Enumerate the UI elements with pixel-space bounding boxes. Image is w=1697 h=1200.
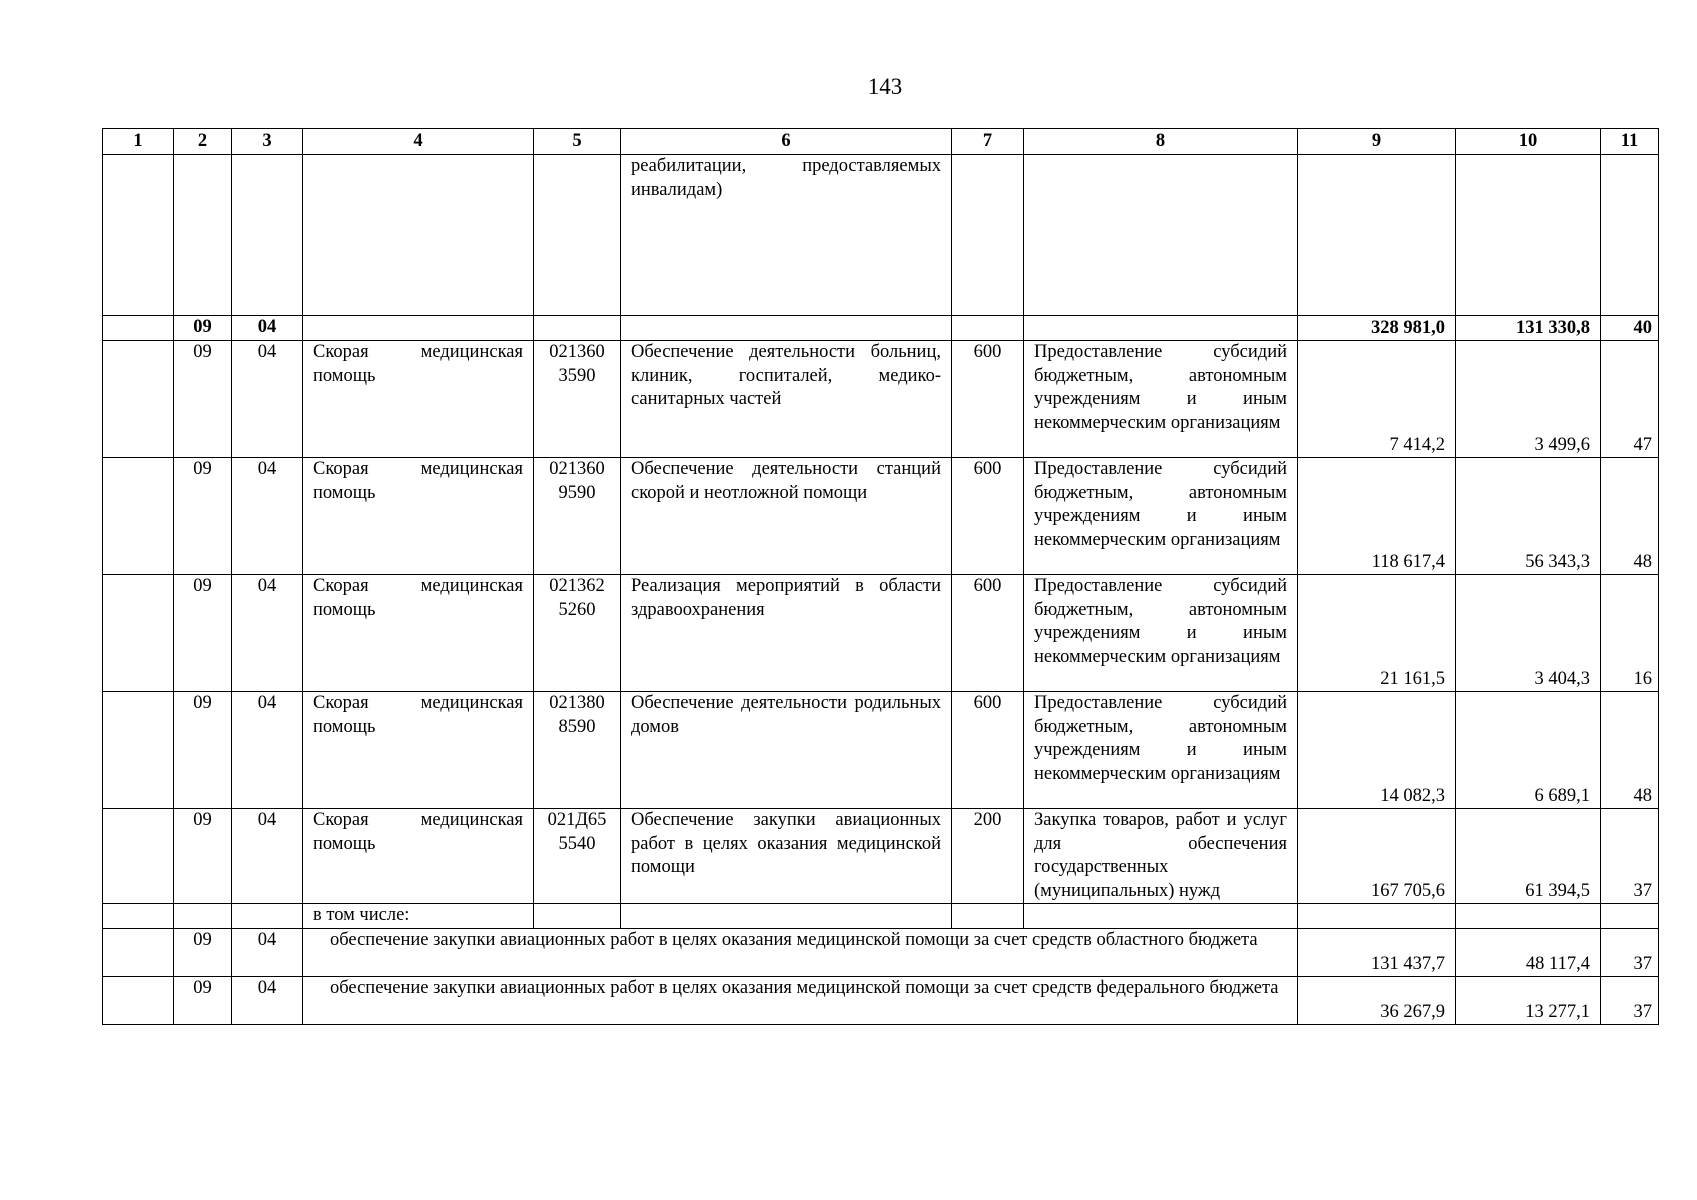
section-code: 09 [174, 341, 232, 458]
purpose-cell: Обеспечение деятельности родильных домов [621, 692, 952, 809]
subsection-code: 04 [232, 341, 303, 458]
target-article-code: 021360 9590 [534, 458, 621, 575]
amount-col9: 21 161,5 [1298, 575, 1456, 692]
percent-col11: 37 [1601, 809, 1659, 904]
amount-col10: 3 499,6 [1456, 341, 1601, 458]
page-number: 143 [867, 74, 903, 99]
subsection-code: 04 [232, 458, 303, 575]
percent-col11: 37 [1601, 977, 1659, 1025]
amount-col9: 131 437,7 [1298, 929, 1456, 977]
target-article-code: 021362 5260 [534, 575, 621, 692]
table-row [103, 458, 1659, 575]
target-article-code: 021Д65 5540 [534, 809, 621, 904]
table-row-subtotal [103, 316, 1659, 341]
table-row-breakdown [103, 977, 1659, 1025]
header-row [103, 129, 1659, 155]
breakdown-description: обеспечение закупки авиационных работ в целях оказания медицинской помощи за счет средств областного бюджета [303, 929, 1298, 977]
section-code: 09 [174, 458, 232, 575]
section-code: 09 [174, 316, 232, 341]
table-row-breakdown [103, 929, 1659, 977]
col-header-5: 5 [534, 129, 621, 155]
subsection-name: Скорая медицинская помощь [303, 809, 534, 904]
purpose-cell: Реализация мероприятий в области здравоохранения [621, 575, 952, 692]
subsection-code: 04 [232, 316, 303, 341]
section-code: 09 [174, 809, 232, 904]
amount-col9: 328 981,0 [1298, 316, 1456, 341]
subsection-name: Скорая медицинская помощь [303, 575, 534, 692]
amount-col10: 56 343,3 [1456, 458, 1601, 575]
col-header-1: 1 [103, 129, 174, 155]
amount-col10: 61 394,5 [1456, 809, 1601, 904]
expense-type-code: 600 [952, 692, 1024, 809]
table-row [103, 809, 1659, 904]
col-header-7: 7 [952, 129, 1024, 155]
expense-type-name: Предоставление субсидий бюджетным, автономным учреждениям и иным некоммерческим организациям [1024, 692, 1298, 809]
percent-col11: 16 [1601, 575, 1659, 692]
purpose-cell: реабилитации, предоставляемых инвалидам) [621, 155, 952, 316]
section-code: 09 [174, 575, 232, 692]
expense-type-code: 600 [952, 458, 1024, 575]
col-header-8: 8 [1024, 129, 1298, 155]
subsection-code: 04 [232, 977, 303, 1025]
expense-type-name: Закупка товаров, работ и услуг для обеспечения государственных (муниципальных) нужд [1024, 809, 1298, 904]
including-label: в том числе: [303, 904, 534, 929]
subsection-name: Скорая медицинская помощь [303, 341, 534, 458]
purpose-cell: Обеспечение деятельности станций скорой и неотложной помощи [621, 458, 952, 575]
expense-type-name: Предоставление субсидий бюджетным, автономным учреждениям и иным некоммерческим организациям [1024, 575, 1298, 692]
expense-type-name: Предоставление субсидий бюджетным, автономным учреждениям и иным некоммерческим организациям [1024, 458, 1298, 575]
target-article-code: 021360 3590 [534, 341, 621, 458]
section-code: 09 [174, 692, 232, 809]
percent-col11: 40 [1601, 316, 1659, 341]
col-header-2: 2 [174, 129, 232, 155]
target-article-code: 021380 8590 [534, 692, 621, 809]
amount-col9: 167 705,6 [1298, 809, 1456, 904]
amount-col10: 3 404,3 [1456, 575, 1601, 692]
expense-type-code: 600 [952, 341, 1024, 458]
col-header-10: 10 [1456, 129, 1601, 155]
col-header-6: 6 [621, 129, 952, 155]
amount-col10: 48 117,4 [1456, 929, 1601, 977]
breakdown-description: обеспечение закупки авиационных работ в целях оказания медицинской помощи за счет средств федерального бюджета [303, 977, 1298, 1025]
subsection-name: Скорая медицинская помощь [303, 458, 534, 575]
purpose-cell: Обеспечение деятельности больниц, клиник, госпиталей, медико-санитарных частей [621, 341, 952, 458]
amount-col10: 131 330,8 [1456, 316, 1601, 341]
subsection-name: Скорая медицинская помощь [303, 692, 534, 809]
table-row [103, 692, 1659, 809]
col-header-3: 3 [232, 129, 303, 155]
subsection-code: 04 [232, 692, 303, 809]
subsection-code: 04 [232, 929, 303, 977]
amount-col9: 118 617,4 [1298, 458, 1456, 575]
table-row [103, 575, 1659, 692]
expense-type-code: 600 [952, 575, 1024, 692]
percent-col11: 37 [1601, 929, 1659, 977]
amount-col9: 14 082,3 [1298, 692, 1456, 809]
subsection-code: 04 [232, 809, 303, 904]
col-header-11: 11 [1601, 129, 1659, 155]
section-code: 09 [174, 929, 232, 977]
expense-type-name: Предоставление субсидий бюджетным, автономным учреждениям и иным некоммерческим организациям [1024, 341, 1298, 458]
subsection-code: 04 [232, 575, 303, 692]
table-row-note [103, 904, 1659, 929]
budget-table [102, 128, 1659, 1025]
percent-col11: 47 [1601, 341, 1659, 458]
col-header-4: 4 [303, 129, 534, 155]
amount-col10: 6 689,1 [1456, 692, 1601, 809]
percent-col11: 48 [1601, 458, 1659, 575]
amount-col9: 36 267,9 [1298, 977, 1456, 1025]
percent-col11: 48 [1601, 692, 1659, 809]
table-row [103, 341, 1659, 458]
amount-col10: 13 277,1 [1456, 977, 1601, 1025]
purpose-cell: Обеспечение закупки авиационных работ в целях оказания медицинской помощи [621, 809, 952, 904]
amount-col9: 7 414,2 [1298, 341, 1456, 458]
col-header-9: 9 [1298, 129, 1456, 155]
expense-type-code: 200 [952, 809, 1024, 904]
section-code: 09 [174, 977, 232, 1025]
table-row-continuation [103, 155, 1659, 316]
